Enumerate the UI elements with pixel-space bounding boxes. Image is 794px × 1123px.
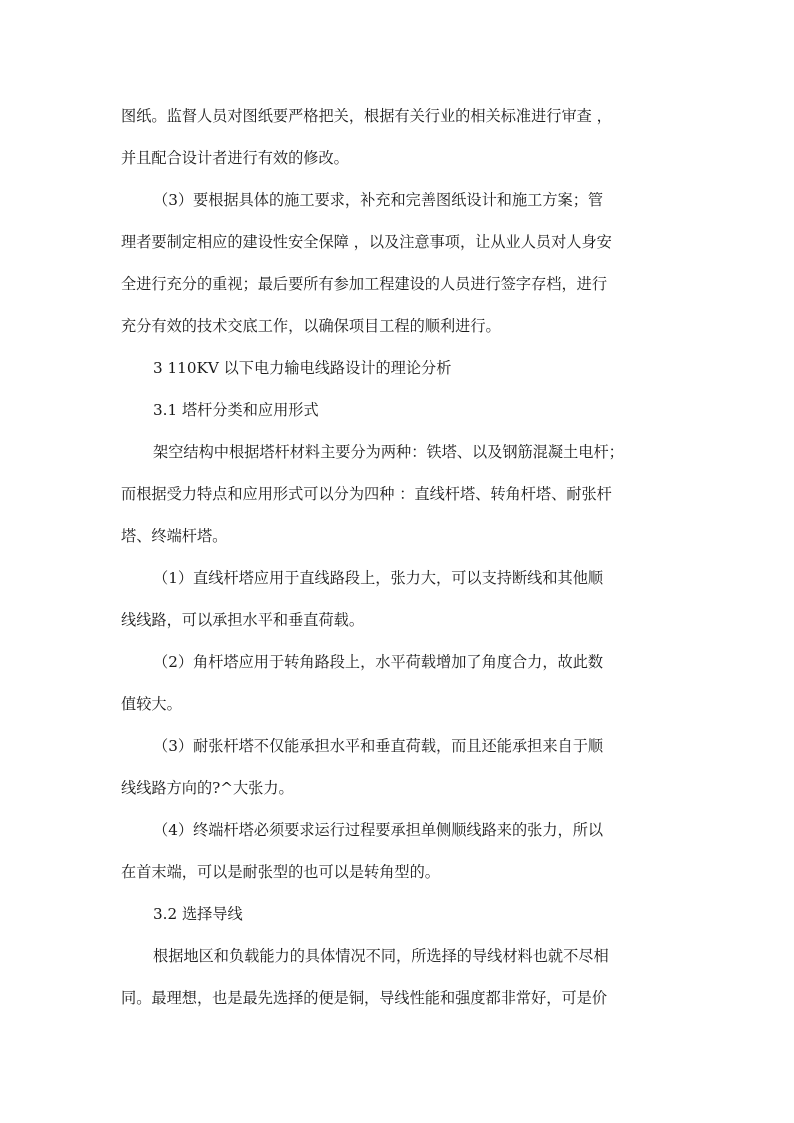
line-text: （1）直线杆塔应用于直线路段上，张力大，可以支持断线和其他顺	[153, 569, 604, 587]
line-text: （3）要根据具体的施工要求，补充和完善图纸设计和施工方案；管	[153, 191, 604, 209]
line-text: 值较大。	[121, 695, 182, 713]
subsection-heading	[0, 902, 794, 926]
line-text: （4）终端杆塔必须要求运行过程要承担单侧顺线路来的张力，所以	[153, 821, 604, 839]
text-line	[0, 776, 794, 800]
text-line	[0, 608, 794, 632]
line-text: 充分有效的技术交底工作，以确保项目工程的顺利进行。	[121, 317, 501, 335]
text-line	[0, 482, 794, 506]
line-text: 全进行充分的重视；最后要所有参加工程建设的人员进行签字存档，进行	[121, 275, 607, 293]
line-text: 3 110KV 以下电力输电线路设计的理论分析	[153, 359, 452, 377]
text-line	[0, 692, 794, 716]
text-line	[0, 314, 794, 338]
text-line	[0, 860, 794, 884]
text-line	[0, 650, 794, 674]
line-text: 线线路方向的?^大张力。	[121, 779, 294, 797]
text-line	[0, 734, 794, 758]
line-text: 并且配合设计者进行有效的修改。	[121, 149, 349, 167]
text-line	[0, 104, 794, 128]
text-line	[0, 146, 794, 170]
line-text: 3.2 选择导线	[153, 905, 243, 923]
line-text: 而根据受力特点和应用形式可以分为四种 ：直线杆塔、转角杆塔、耐张杆	[121, 485, 612, 503]
line-text: 根据地区和负载能力的具体情况不同，所选择的导线材料也就不尽相	[153, 947, 609, 965]
line-text: 架空结构中根据塔杆材料主要分为两种：铁塔、以及钢筋混凝土电杆；	[153, 443, 624, 461]
line-text: 塔、终端杆塔。	[121, 527, 228, 545]
text-line	[0, 524, 794, 548]
text-line	[0, 986, 794, 1010]
line-text: 线线路，可以承担水平和垂直荷载。	[121, 611, 364, 629]
text-line	[0, 188, 794, 212]
section-heading	[0, 356, 794, 380]
line-text: 在首末端，可以是耐张型的也可以是转角型的。	[121, 863, 440, 881]
line-text: 同。最理想，也是最先选择的便是铜，导线性能和强度都非常好，可是价	[121, 989, 607, 1007]
line-text: （2）角杆塔应用于转角路段上，水平荷载增加了角度合力，故此数	[153, 653, 604, 671]
line-text: 图纸。监督人员对图纸要严格把关，根据有关行业的相关标准进行审查 ，	[121, 107, 612, 125]
line-text: （3）耐张杆塔不仅能承担水平和垂直荷载，而且还能承担来自于顺	[153, 737, 604, 755]
text-line	[0, 944, 794, 968]
subsection-heading	[0, 398, 794, 422]
line-text: 3.1 塔杆分类和应用形式	[153, 401, 319, 419]
text-line	[0, 440, 794, 464]
text-line	[0, 230, 794, 254]
line-text: 理者要制定相应的建设性安全保障 ，以及注意事项，让从业人员对人身安	[121, 233, 612, 251]
text-line	[0, 818, 794, 842]
text-line	[0, 272, 794, 296]
text-line	[0, 566, 794, 590]
